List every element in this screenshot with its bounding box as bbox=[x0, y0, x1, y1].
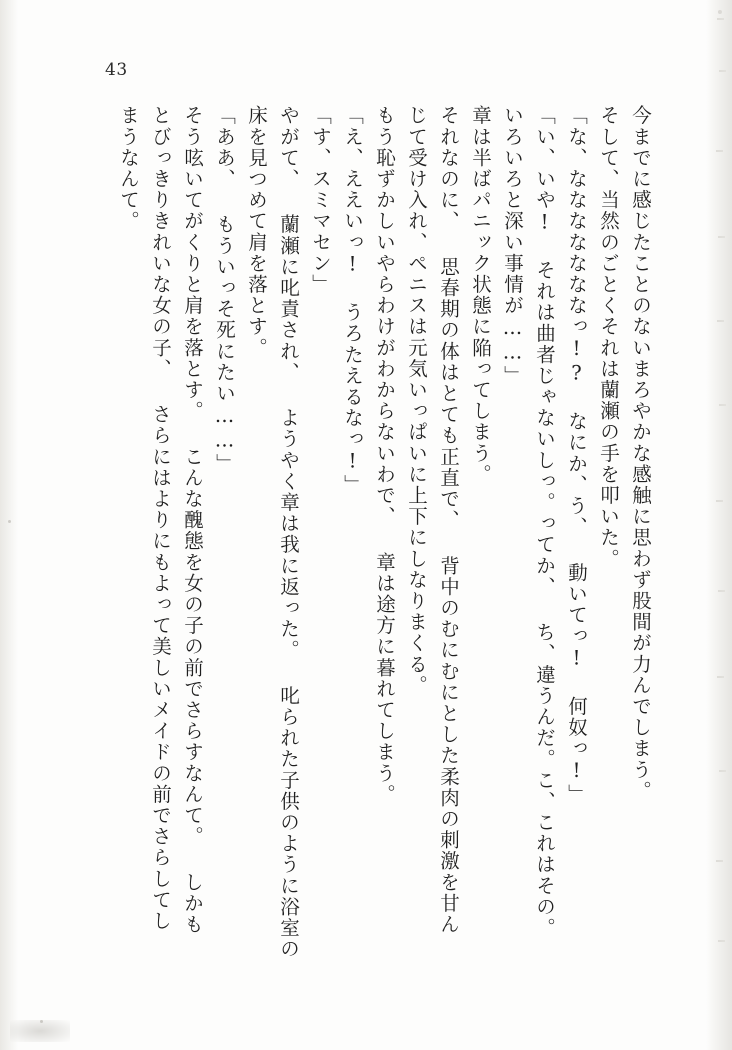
scan-speckle bbox=[40, 1020, 43, 1023]
paragraph: もう恥ずかしいやらわけがわからないわで、 章は途方に暮れてしまう。 bbox=[373, 105, 396, 805]
paragraph: やがて、 蘭瀬に叱責され、 ようやく章は我に返った。 叱られた子供のように浴室の bbox=[277, 105, 300, 960]
paragraph: じて受け入れ、ペニスは元気いっぱいに上下にしなりまくる。 bbox=[405, 105, 428, 696]
paragraph: 今までに感じたことのないまろやかな感触に思わず股間が力んでしまう。 bbox=[629, 105, 652, 802]
paragraph: 「え、ええいっ! うろたえるなっ!」 bbox=[341, 105, 364, 496]
paragraph: まうなんて。 bbox=[117, 105, 140, 232]
scan-speckle bbox=[718, 10, 722, 14]
paragraph: 「す、スミマセン」 bbox=[309, 105, 332, 295]
page-number: 43 bbox=[105, 60, 128, 80]
paragraph: いろいろと深い事情が……」 bbox=[501, 105, 524, 387]
paragraph: 章は半ばパニック状態に陥ってしまう。 bbox=[469, 105, 492, 485]
paragraph: それなのに、 思春期の体はとても正直で、 背中のむにむにとした柔肉の刺激を甘ん bbox=[437, 105, 460, 935]
paragraph: 「い、いや! それは曲者じゃないしっ。ってか、 ち、違うんだ。こ、これはその。 bbox=[533, 105, 556, 939]
paragraph: 「ああ、 もういっそ死にたい……」 bbox=[213, 105, 236, 475]
scan-smudge bbox=[10, 1020, 70, 1042]
scan-speckle bbox=[8, 520, 11, 523]
body-text bbox=[86, 105, 656, 985]
scan-edge-artifacts bbox=[710, 0, 726, 1050]
paragraph: 「な、なななななななっ!? なにか、う、 動いてっ! 何奴っ!」 bbox=[565, 105, 588, 805]
paragraph: そう呟いてがくりと肩を落とす。 こんな醜態を女の子の前でさらすなんて。 しかも bbox=[181, 105, 204, 935]
paragraph: 床を見つめて肩を落とす。 bbox=[245, 105, 268, 359]
paragraph: そして、当然のごとくそれは蘭瀬の手を叩いた。 bbox=[597, 105, 620, 570]
paragraph: とびっきりきれいな女の子、 さらにはよりにもよって美しいメイドの前でさらしてし bbox=[149, 105, 172, 932]
